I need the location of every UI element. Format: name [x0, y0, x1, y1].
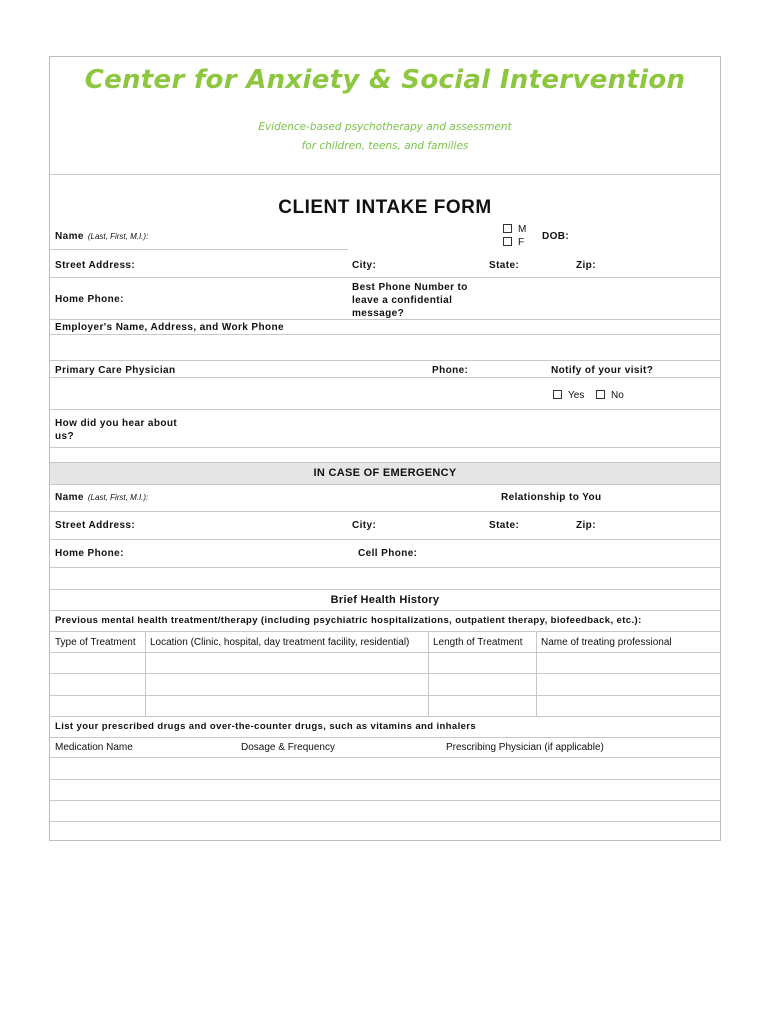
notify-label: Notify of your visit? — [551, 365, 654, 376]
notify-no-checkbox[interactable]: No — [596, 390, 624, 401]
sex-m-checkbox[interactable]: M — [503, 224, 526, 235]
referral-label: How did you hear about us? — [55, 418, 178, 442]
table-row — [50, 800, 720, 801]
treatment-prompt: Previous mental health treatment/therapy (including psychiatric hospitalizations, outpatient therapy, biofeedback, etc.): — [55, 615, 642, 626]
treatment-col-length: Length of Treatment — [433, 637, 523, 648]
checkbox-icon — [553, 390, 562, 399]
checkbox-icon — [503, 224, 512, 233]
table-row — [50, 821, 720, 822]
table-row — [50, 695, 720, 696]
drugs-prompt: List your prescribed drugs and over-the-counter drugs, such as vitamins and inhalers — [55, 721, 477, 732]
client-name-underline — [50, 249, 348, 250]
emergency-name-label: Name (Last, First, M.I.): — [55, 492, 149, 503]
header-divider — [50, 174, 720, 175]
home-phone-label: Home Phone: — [55, 294, 124, 305]
checkbox-icon — [596, 390, 605, 399]
treatment-col-type: Type of Treatment — [55, 637, 136, 648]
emergency-street-label: Street Address: — [55, 520, 136, 531]
emergency-name-hint: (Last, First, M.I.): — [87, 493, 149, 502]
health-heading: Brief Health History — [330, 594, 440, 606]
client-name-label: Name (Last, First, M.I.): — [55, 231, 149, 242]
pcp-phone-label: Phone: — [432, 365, 469, 376]
drug-col-physician: Prescribing Physician (if applicable) — [446, 742, 604, 753]
emergency-state-label: State: — [489, 520, 520, 531]
table-row — [50, 652, 720, 653]
emergency-cell-phone-label: Cell Phone: — [358, 548, 418, 559]
street-address-label: Street Address: — [55, 260, 136, 271]
drug-col-dosage: Dosage & Frequency — [241, 742, 335, 753]
table-row — [50, 779, 720, 780]
form-title: CLIENT INTAKE FORM — [278, 197, 492, 218]
pcp-label: Primary Care Physician — [55, 365, 176, 376]
client-name-hint: (Last, First, M.I.): — [87, 232, 149, 241]
org-name: Center for Anxiety & Social Intervention — [84, 65, 686, 95]
treatment-col-professional: Name of treating professional — [541, 637, 672, 648]
table-row — [50, 757, 720, 758]
emergency-zip-label: Zip: — [576, 520, 596, 531]
sex-f-checkbox[interactable]: F — [503, 237, 524, 248]
table-row — [50, 673, 720, 674]
zip-label: Zip: — [576, 260, 596, 271]
checkbox-icon — [503, 237, 512, 246]
emergency-heading: IN CASE OF EMERGENCY — [313, 467, 457, 479]
treatment-col-location: Location (Clinic, hospital, day treatment facility, residential) — [150, 637, 410, 648]
city-label: City: — [352, 260, 377, 271]
notify-yes-checkbox[interactable]: Yes — [553, 390, 584, 401]
table-row — [50, 716, 720, 717]
emergency-city-label: City: — [352, 520, 377, 531]
state-label: State: — [489, 260, 520, 271]
intake-form — [49, 56, 721, 841]
best-phone-label: Best Phone Number to leave a confidential message? — [352, 282, 468, 319]
drug-col-medication: Medication Name — [55, 742, 133, 753]
tagline-line-1: Evidence-based psychotherapy and assessment — [258, 121, 512, 133]
employer-label: Employer's Name, Address, and Work Phone — [55, 322, 284, 333]
tagline-line-2: for children, teens, and families — [301, 140, 469, 152]
dob-label: DOB: — [542, 231, 570, 242]
relationship-label: Relationship to You — [501, 492, 602, 503]
emergency-home-phone-label: Home Phone: — [55, 548, 124, 559]
